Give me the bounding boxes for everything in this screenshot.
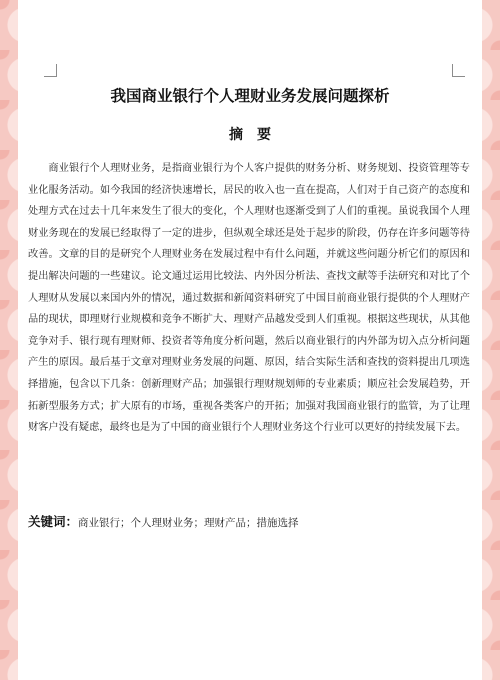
abstract-heading: 摘要 [229,127,285,143]
keywords-line [28,512,470,530]
keywords-label: 关键词： [28,514,79,529]
corner-crop-mark-left [44,64,57,77]
corner-crop-mark-right [452,64,465,77]
abstract-body: 商业银行个人理财业务，是指商业银行为个人客户提供的财务分析、财务规划、投资管理等专业化服务活动。如今我国的经济快速增长，居民的收入也一直在提高，人们对于自己资产的态度和处理方式在过去十几年来发生了很大的变化，个人理财也逐渐受到了人们的重视。虽说我国个人理财业务现在的发展已经取得了一定的进步，但纵观全球还是处于起步的阶段，仍存在许多问题等待改善。文章的目的是研究个人理财业务在发展过程中有什么问题，并就这些问题分析它们的原因和提出解决问题的一些建议。论文通过运用比较法、内外因分析法、查找文献等手法研究和对比了个人理财从发展以来国内外的情况，通过数据和新闻资料研究了中国目前商业银行提供的个人理财产品的现状，即理财行业规模和竞争不断扩大、理财产品越发受到人们重视。根据这些现状，从其他竞争对手、银行现有理财师、投资者等角度分析问题，然后以商业银行的内外部为切入点分析问题产生的原因。最后基于文章对理财业务发展的问题、原因，结合实际生活和查找的资料提出几项选择措施，包含以下几条：创新理财产品；加强银行理财规划师的专业素质；顺应社会发展趋势，开拓新型服务方式；扩大原有的市场，重视各类客户的开拓；加强对我国商业银行的监管，为了让理财客户没有疑虑，最终也是为了中国的商业银行个人理财业务这个行业可以更好的持续发展下去。 [28,163,470,434]
keywords-value: 商业银行；个人理财业务；理财产品；措施选择 [78,517,299,529]
document-page [18,0,482,680]
document-title: 我国商业银行个人理财业务发展问题探析 [110,87,390,105]
